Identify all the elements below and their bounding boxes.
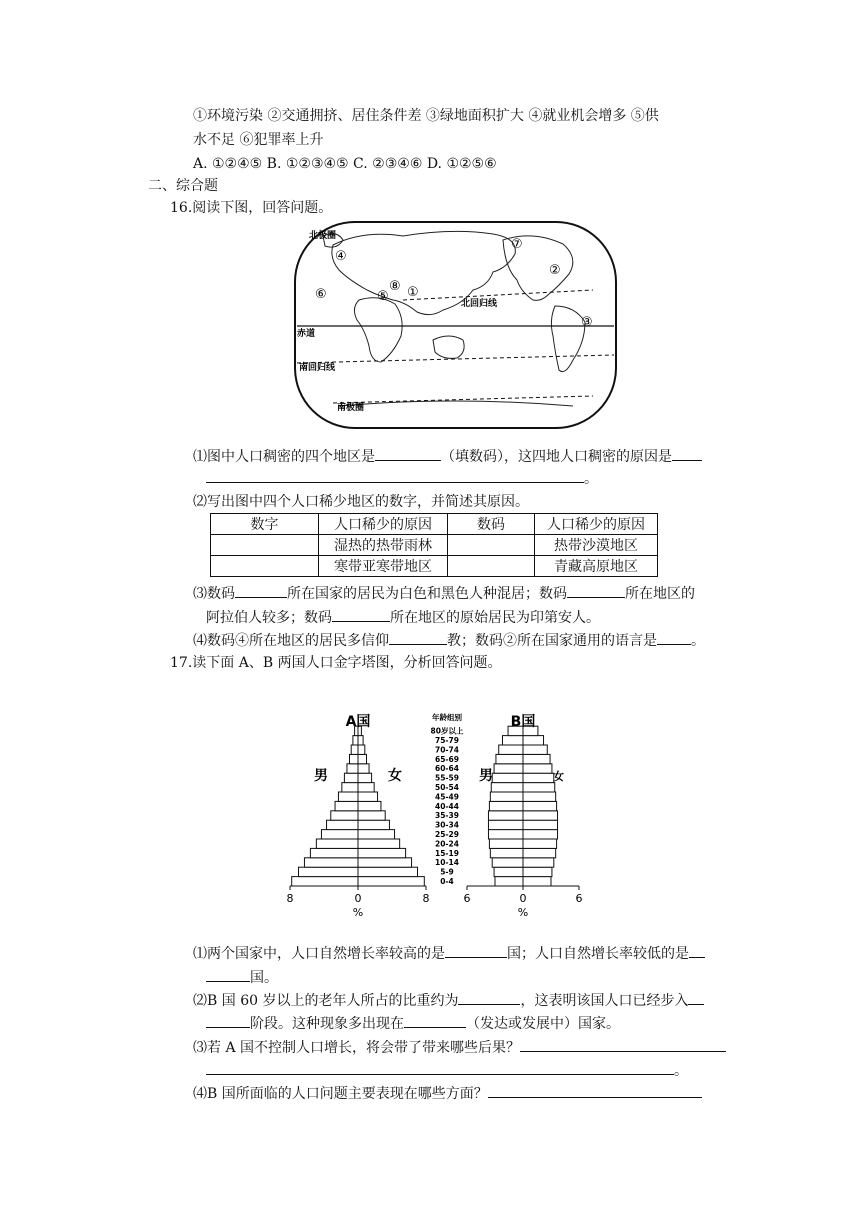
marker-8: ⑧ <box>389 279 401 294</box>
marker-5: ⑤ <box>377 289 389 304</box>
age-group-label: 80岁以上 <box>430 726 464 736</box>
age-group-label: 45-49 <box>435 792 459 802</box>
pyramid-bar-male <box>292 877 358 886</box>
q16-part1-blank2[interactable] <box>672 446 702 461</box>
q16-part1-blank1[interactable] <box>375 446 441 461</box>
table-cell-blank[interactable] <box>211 556 319 577</box>
pyramid-bar-female <box>523 811 558 820</box>
pyramid-title: B国 <box>510 714 536 730</box>
label-equator: 赤道 <box>297 329 316 339</box>
age-group-label: 35-39 <box>435 811 459 821</box>
table-header-cell: 人口稀少的原因 <box>319 514 448 535</box>
pyramid-bar-male <box>304 858 358 867</box>
pyramid-bar-male <box>491 783 523 792</box>
table-cell-blank[interactable] <box>211 535 319 556</box>
q17-part2-blank4[interactable] <box>404 1013 466 1028</box>
age-group-label: 25-29 <box>435 830 459 839</box>
pyramid-bar-female <box>523 745 547 754</box>
q16-part3-text-c: 所在地区的 <box>625 586 695 602</box>
q17-part2-blank2[interactable] <box>688 990 704 1005</box>
pyramid-bar-female <box>358 858 412 867</box>
q16-part3-blank2[interactable] <box>567 583 625 598</box>
q16-part2: ⑵写出图中四个人口稀少地区的数字，并简述其原因。 <box>193 494 529 510</box>
pyramid-bar-female <box>358 764 369 773</box>
table-header-cell: 人口稀少的原因 <box>535 514 658 535</box>
q17-part2-text-a: ⑵B 国 60 岁以上的老年人所占的比重约为 <box>193 993 459 1009</box>
q17-part2-line1 <box>193 990 704 1011</box>
pyramid-bar-female <box>358 801 381 810</box>
q16-part4-text-a: ⑷数码④所在地区的居民多信仰 <box>193 633 389 649</box>
pyramid-bar-male <box>299 867 359 876</box>
pyramid-bar-male <box>351 745 358 754</box>
pyramid-bar-female <box>358 745 365 754</box>
q17-part1-blank1[interactable] <box>445 943 507 958</box>
q17-part1-text-c: 国。 <box>250 970 278 986</box>
q17-part1-text-a: ⑴两个国家中，人口自然增长率较高的是 <box>193 946 445 962</box>
q17-part4-blank1[interactable] <box>488 1083 702 1098</box>
label-tropic-capricorn: 南回归线 <box>299 363 336 373</box>
pyramid-bar-female <box>523 754 550 763</box>
x-axis-unit: % <box>352 906 364 918</box>
age-group-label: 20-24 <box>435 839 459 849</box>
pyramid-bar-male <box>488 830 523 839</box>
age-group-label: 5-9 <box>440 867 454 877</box>
label-arctic-circle: 北极圈 <box>309 231 337 241</box>
table-row <box>211 556 658 577</box>
pyramid-bar-male <box>342 783 358 792</box>
q17-part2-blank3[interactable] <box>206 1013 250 1028</box>
pyramid-bar-female <box>523 839 557 848</box>
q16-part1-blank3[interactable] <box>206 468 584 483</box>
q17-part2-line2 <box>206 1013 620 1034</box>
pyramid-bar-female <box>358 867 418 876</box>
q16-part3-text-b: 所在国家的居民为白色和黑色人种混居；数码 <box>287 586 567 602</box>
pyramid-bar-female <box>523 830 558 839</box>
pyramid-bar-female <box>523 736 544 745</box>
age-group-label: 15-19 <box>435 848 459 858</box>
pyramid-bar-male <box>489 839 523 848</box>
pyramid-bar-female <box>358 839 400 848</box>
male-label: 男 <box>479 768 493 784</box>
q16-stem: 16.阅读下图，回答问题。 <box>170 200 333 216</box>
pyramid-bar-female <box>523 773 554 782</box>
pyramid-bar-female <box>358 830 395 839</box>
table-header-cell: 数字 <box>211 514 319 535</box>
pyramid-bar-male <box>338 792 358 801</box>
label-antarctic-circle: 南极圈 <box>337 403 365 413</box>
q17-part1-line2 <box>206 967 278 988</box>
pyramid-bar-male <box>331 811 358 820</box>
pyramid-bar-male <box>489 801 523 810</box>
pyramid-bar-male <box>353 736 358 745</box>
pyramid-bar-female <box>358 773 372 782</box>
q17-part2-text-c: 阶段。这种现象多出现在 <box>250 1016 404 1032</box>
marker-3: ③ <box>581 315 593 330</box>
age-group-label: 40-44 <box>435 801 459 811</box>
q16-table <box>210 513 658 577</box>
marker-2: ② <box>549 263 561 278</box>
q16-part1-line2 <box>206 468 598 489</box>
pyramid-bar-male <box>499 745 523 754</box>
q16-part3-line2 <box>206 607 600 628</box>
pyramid-bar-female <box>358 811 385 820</box>
marker-6: ⑥ <box>315 287 327 302</box>
marker-1: ① <box>407 285 419 300</box>
pyramid-bar-male <box>494 867 523 876</box>
q16-part3-blank1[interactable] <box>235 583 287 598</box>
age-group-label: 50-54 <box>435 783 459 792</box>
pyramid-bar-male <box>350 754 359 763</box>
population-pyramids <box>280 708 600 918</box>
q16-part3-text-d: 阿拉伯人较多；数码 <box>206 610 332 626</box>
table-cell: 热带沙漠地区 <box>535 535 658 556</box>
pyramid-bar-female <box>358 820 389 829</box>
q17-part2-text-b: ，这表明该国人口已经步入 <box>520 993 689 1009</box>
pyramid-bar-female <box>523 848 556 857</box>
q17-part3-text-a: ⑶若 A 国不控制人口增长，将会带了带来哪些后果？ <box>193 1040 521 1056</box>
pyramid-bar-male <box>347 764 358 773</box>
pyramid-bar-female <box>358 792 378 801</box>
q15-choices: A. ①②④⑤ B. ①②③④⑤ C. ②③④⑥ D. ①②⑤⑥ <box>193 156 497 172</box>
pyramid-bar-male <box>344 773 358 782</box>
age-group-label: 0-4 <box>440 877 454 886</box>
marker-7: ⑦ <box>511 237 523 252</box>
table-cell-blank[interactable] <box>448 535 535 556</box>
q17-part1-blank3[interactable] <box>206 967 250 982</box>
female-label: 女 <box>553 770 564 783</box>
q17-part1-line1 <box>193 943 705 964</box>
pyramid-bar-female <box>523 764 552 773</box>
world-map-figure <box>293 220 618 430</box>
age-group-label: 30-34 <box>435 820 459 830</box>
pyramid-bar-male <box>321 830 358 839</box>
q16-part1-line1 <box>193 446 702 467</box>
age-group-label: 10-14 <box>435 858 459 868</box>
q16-part4 <box>193 630 705 651</box>
q17-part4-text-a: ⑷B 国所面临的人口问题主要表现在哪些方面？ <box>193 1086 488 1102</box>
age-axis-title: 年龄组别 <box>432 713 462 722</box>
table-cell: 青藏高原地区 <box>535 556 658 577</box>
x-tick-label: 0 <box>519 892 527 905</box>
pyramid-bar-female <box>358 848 406 857</box>
x-tick-label: 0 <box>354 892 362 905</box>
pyramid-bar-female <box>523 792 556 801</box>
x-tick-label: 8 <box>422 892 430 905</box>
q15-options-line2: 水不足 ⑥犯罪率上升 <box>193 132 324 148</box>
age-group-label: 70-74 <box>435 745 459 755</box>
q17-stem: 17.读下面 A、B 两国人口金字塔图，分析回答问题。 <box>170 655 502 671</box>
pyramid-bar-male <box>327 820 358 829</box>
pyramid-bar-female <box>358 783 374 792</box>
label-tropic-cancer: 北回归线 <box>461 299 498 309</box>
pyramid-bar-male <box>494 764 523 773</box>
pyramid-bar-male <box>316 839 358 848</box>
q17-part2-blank1[interactable] <box>458 990 520 1005</box>
pyramid-bar-male <box>310 848 358 857</box>
q16-part4-blank1[interactable] <box>389 630 447 645</box>
pyramid-bar-female <box>523 820 558 829</box>
q15-options-line1: ①环境污染 ②交通拥挤、居住条件差 ③绿地面积扩大 ④就业机会增多 ⑤供 <box>193 108 659 124</box>
section-title: 二、综合题 <box>148 178 218 194</box>
x-tick-label: 8 <box>286 892 294 905</box>
table-header-row <box>211 514 658 535</box>
pyramid-bar-male <box>496 754 523 763</box>
q16-part4-end: 。 <box>691 633 705 649</box>
q17-part3-line2 <box>206 1060 688 1081</box>
q16-part3-text-a: ⑶数码 <box>193 586 235 602</box>
pyramid-bar-female <box>523 801 557 810</box>
x-axis-unit: % <box>517 906 529 918</box>
pyramid-bar-male <box>490 848 523 857</box>
q16-part4-blank2[interactable] <box>657 630 691 645</box>
age-group-label: 65-69 <box>435 754 459 764</box>
pyramid-bar-male <box>335 801 358 810</box>
pyramid-title: A国 <box>345 714 371 730</box>
table-header-cell: 数码 <box>448 514 535 535</box>
pyramid-bar-female <box>523 867 552 876</box>
q16-part3-line1 <box>193 583 695 604</box>
table-cell: 寒带亚寒带地区 <box>319 556 448 577</box>
table-cell-blank[interactable] <box>448 556 535 577</box>
q17-part2-text-d: （发达或发展中）国家。 <box>466 1016 620 1032</box>
x-tick-label: 6 <box>575 892 583 905</box>
q17-part3-end: 。 <box>674 1063 688 1079</box>
q16-part4-text-b: 教；数码②所在国家通用的语言是 <box>447 633 657 649</box>
age-group-label: 60-64 <box>435 764 459 774</box>
q16-part1-end: 。 <box>584 471 598 487</box>
q17-part3-line1 <box>193 1037 726 1058</box>
female-label: 女 <box>388 768 402 784</box>
pyramid-bar-female <box>523 877 551 886</box>
marker-4: ④ <box>335 249 347 264</box>
pyramid-bar-male <box>488 811 523 820</box>
male-label: 男 <box>314 768 328 784</box>
q16-part3-blank3[interactable] <box>332 607 390 622</box>
q16-part1-text-a: ⑴图中人口稠密的四个地区是 <box>193 449 375 465</box>
pyramid-bar-male <box>502 736 523 745</box>
age-group-label: 55-59 <box>435 773 459 783</box>
q17-part1-text-b: 国；人口自然增长率较低的是 <box>507 946 689 962</box>
pyramid-bar-female <box>358 754 367 763</box>
x-tick-label: 6 <box>463 892 471 905</box>
q17-part3-blank1[interactable] <box>520 1037 726 1052</box>
q17-part3-blank2[interactable] <box>206 1060 674 1075</box>
table-cell: 湿热的热带雨林 <box>319 535 448 556</box>
age-group-label: 75-79 <box>435 736 459 745</box>
pyramid-bar-male <box>490 792 523 801</box>
q17-part4 <box>193 1083 702 1104</box>
q16-part3-text-e: 所在地区的原始居民为印第安人。 <box>390 610 600 626</box>
q17-part1-blank2[interactable] <box>689 943 705 958</box>
table-row <box>211 535 658 556</box>
pyramid-bar-female <box>523 858 554 867</box>
pyramid-bar-female <box>358 877 424 886</box>
pyramid-bar-male <box>488 820 523 829</box>
pyramid-bar-female <box>358 736 363 745</box>
pyramid-bar-male <box>492 858 523 867</box>
q16-part1-text-b: （填数码），这四地人口稠密的原因是 <box>441 449 672 465</box>
pyramid-bar-female <box>523 783 555 792</box>
pyramid-bar-male <box>492 773 523 782</box>
pyramid-bar-male <box>495 877 523 886</box>
